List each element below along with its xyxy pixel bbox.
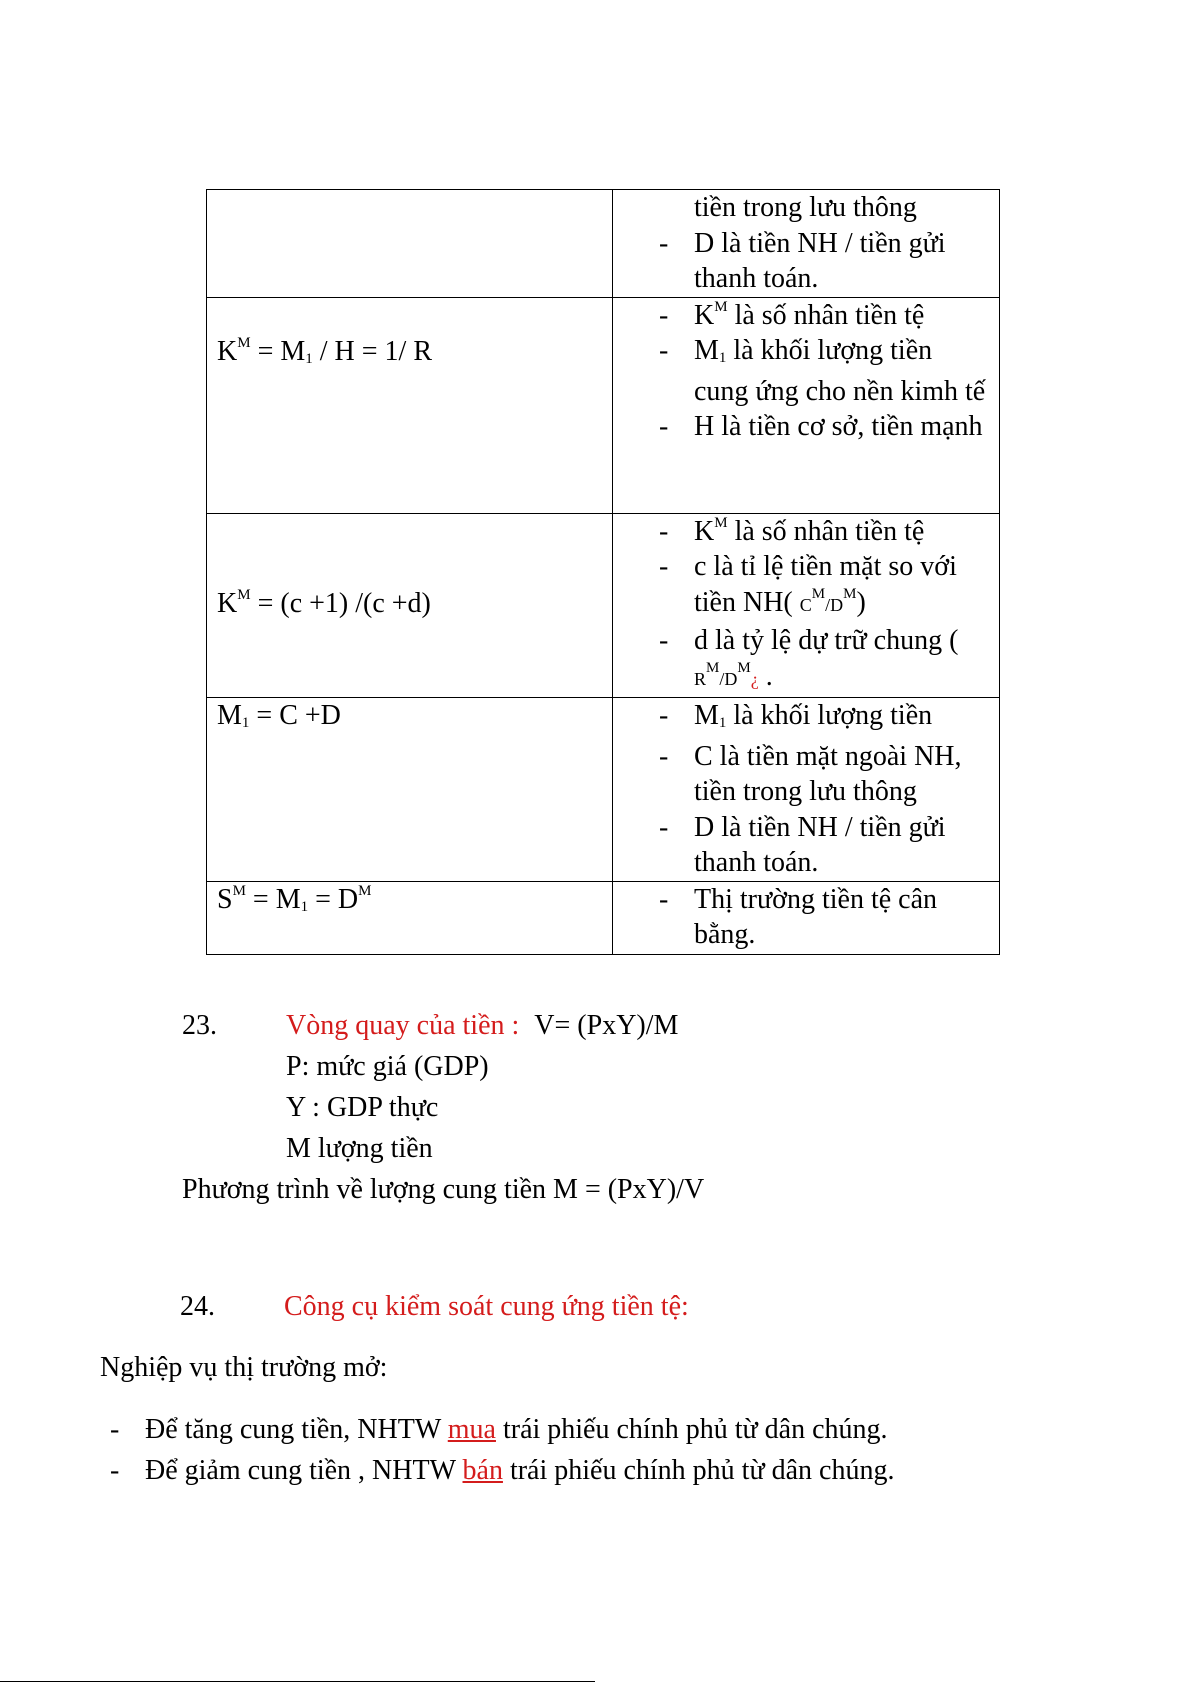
- formula-cell: [207, 698, 613, 882]
- formula-text: $S^M = M_1 = D^M$: [217, 882, 372, 915]
- keyword-sell: bán: [462, 1455, 503, 1486]
- list-item: - C là tiền mặt ngoài NH, tiền trong lưu thông: [659, 740, 962, 807]
- list-item: - d là tỷ lệ dự trữ chung ( $R^M/D^M¿$ .: [659, 625, 959, 692]
- description-cell: [613, 698, 1000, 882]
- list-item: - D là tiền NH / tiền gửi thanh toán.: [659, 811, 946, 878]
- formula-cell: [207, 190, 613, 298]
- list-item: - $K^M$ là số nhân tiền tệ: [659, 298, 925, 331]
- list-item: - $K^M$ là số nhân tiền tệ: [659, 514, 925, 547]
- definition-line: M lượng tiền: [286, 1133, 433, 1164]
- dash: -: [110, 1455, 120, 1486]
- list-item: - Thị trường tiền tệ cân bằng.: [659, 883, 938, 950]
- formula-text: $K^M = M_1 / H = 1/$ R: [217, 334, 433, 367]
- formula-cell: [207, 513, 613, 698]
- table-row: [207, 698, 1000, 882]
- table-row: [207, 881, 1000, 954]
- definition-line: P: mức giá (GDP): [286, 1051, 489, 1082]
- formula-text: $K^M = (c +1)$ /(c +d): [217, 586, 431, 619]
- money-supply-equation: Phương trình về lượng cung tiền M = (PxY)/V: [182, 1174, 705, 1205]
- list-item: - D là tiền NH / tiền gửi thanh toán.: [659, 227, 946, 294]
- formula-text: $M_1 = C +D$: [217, 700, 341, 731]
- formula-cell: [207, 297, 613, 513]
- definition-line: Y : GDP thực: [286, 1092, 439, 1123]
- description-cell: [613, 513, 1000, 698]
- description-cell: [613, 881, 1000, 954]
- list-item-text: Để tăng cung tiền, NHTW mua trái phiếu chính phủ từ dân chúng.: [145, 1414, 888, 1445]
- list-item: - $M_1$ là khối lượng tiền cung ứng cho nền kimh tế: [659, 335, 986, 407]
- list-item: tiền trong lưu thông: [694, 192, 917, 223]
- table-row: [207, 190, 1000, 298]
- section-24-number: 24.: [180, 1291, 215, 1322]
- table-row: [207, 513, 1000, 698]
- formula-cell: [207, 881, 613, 954]
- section-24-title: Công cụ kiểm soát cung ứng tiền tệ:: [284, 1291, 689, 1322]
- section-23-title: Vòng quay của tiền :: [286, 1010, 520, 1041]
- list-item: - H là tiền cơ sở, tiền mạnh: [659, 411, 983, 442]
- table-row: [207, 297, 1000, 513]
- section-23-heading: [286, 1009, 678, 1043]
- page-divider: [0, 1681, 595, 1682]
- list-item: - $M_1$ là khối lượng tiền: [659, 700, 933, 731]
- description-cell: [613, 190, 1000, 298]
- bullet-heading: [96, 1351, 387, 1387]
- list-item: [110, 1454, 119, 1488]
- list-item: [110, 1413, 119, 1447]
- list-item-text: Để giảm cung tiền , NHTW bán trái phiếu chính phủ từ dân chúng.: [145, 1455, 895, 1486]
- velocity-formula: V= (PxY)/M: [534, 1010, 679, 1041]
- section-23-number: 23.: [182, 1010, 217, 1041]
- list-item: - c là tỉ lệ tiền mặt so với tiền NH( $C^M/D^M$): [659, 551, 957, 618]
- bullet-text: Nghiệp vụ thị trường mở:: [100, 1352, 388, 1383]
- formula-table: [206, 189, 1000, 955]
- keyword-buy: mua: [447, 1414, 496, 1445]
- description-cell: [613, 297, 1000, 513]
- dash: -: [110, 1414, 120, 1445]
